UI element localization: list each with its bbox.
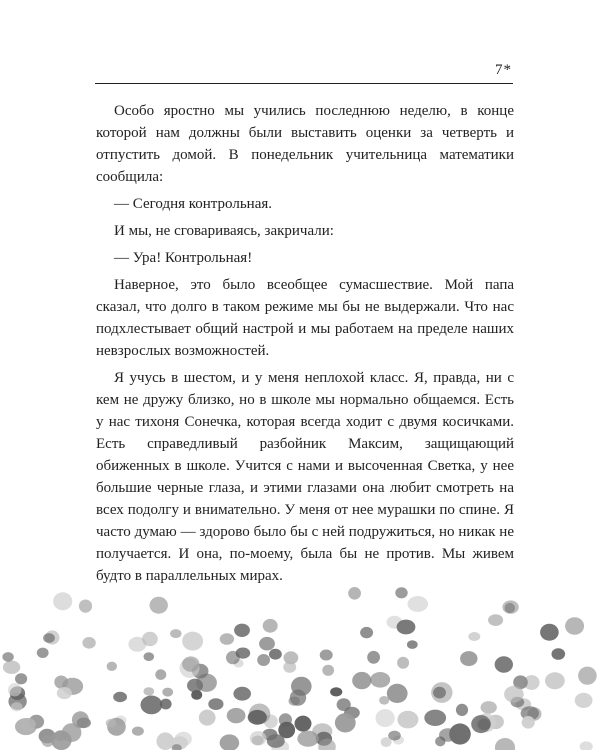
confetti-dot	[54, 676, 68, 689]
paragraph: Я учусь в шестом, и у меня неплохой класс. Я, правда, ни с кем не дружу близко, но в школе мы нормально общаемся. Есть у нас тихоня Сонечка, которая всегда ходит с двумя косичками. Есть справедливый разбойник Максим, защищающий обиженных в школе. Учится с нами и высоченная Светка, у нее большие черные глаза, и этими глазами она любит смотреть на всех подолгу и внимательно. У меня от нее мурашки по спине. Я часто думаю — здорово было бы с ней подружиться, но никак не получается. И она, по-моему, была бы не против. Мы живем будто в параллельных мирах.	[96, 370, 514, 584]
confetti-dot	[352, 672, 371, 689]
confetti-dot	[226, 651, 240, 664]
confetti-dot	[248, 710, 267, 725]
page-number-mark: *	[503, 62, 512, 78]
confetti-dot	[79, 600, 92, 613]
confetti-dot	[51, 731, 71, 750]
confetti-dot	[263, 619, 278, 633]
confetti-dot	[15, 673, 27, 684]
confetti-dot	[290, 690, 306, 706]
confetti-dot	[495, 738, 515, 750]
confetti-decoration	[0, 580, 600, 750]
confetti-dot	[227, 708, 246, 723]
confetti-dot	[330, 687, 342, 696]
confetti-dot	[283, 661, 296, 672]
confetti-dot	[3, 661, 20, 674]
confetti-dot	[191, 690, 202, 700]
paragraph: Особо яростно мы учились последнюю неделю, в конце которой нам должны были выставить оценки за четверть и отпустить домой. В понедельник учительница математики сообщила:	[96, 103, 514, 185]
confetti-dot	[141, 696, 163, 715]
confetti-dot	[578, 667, 597, 685]
confetti-dot	[2, 652, 13, 662]
confetti-dot	[522, 716, 535, 729]
confetti-dot	[381, 737, 392, 747]
confetti-dot	[395, 587, 407, 598]
confetti-dot	[424, 710, 446, 726]
confetti-dot	[575, 693, 593, 708]
confetti-dot	[337, 698, 351, 711]
confetti-dot	[545, 672, 565, 689]
confetti-dot	[259, 637, 275, 651]
confetti-dot	[132, 727, 144, 736]
paragraph: И мы, не сговариваясь, закричали:	[114, 223, 334, 239]
confetti-dots	[2, 587, 596, 750]
confetti-dot	[495, 656, 513, 672]
confetti-dot	[460, 651, 477, 666]
confetti-dot	[370, 672, 390, 688]
confetti-dot	[267, 734, 285, 748]
confetti-dot	[387, 684, 408, 703]
confetti-dot	[144, 652, 155, 661]
confetti-dot	[150, 597, 168, 614]
confetti-dot	[155, 669, 166, 680]
confetti-dot	[234, 624, 250, 637]
confetti-dot	[478, 719, 491, 730]
confetti-dot	[233, 687, 251, 701]
confetti-dot	[540, 624, 559, 641]
confetti-dot	[113, 692, 127, 702]
confetti-dot	[182, 632, 203, 651]
paragraph: — Сегодня контрольная.	[114, 196, 273, 212]
confetti-dot	[408, 596, 429, 612]
confetti-dot	[77, 718, 91, 729]
confetti-dot	[37, 648, 49, 658]
confetti-dot	[220, 734, 240, 750]
confetti-dot	[8, 683, 22, 696]
confetti-dot	[20, 718, 36, 731]
confetti-dot	[552, 648, 566, 660]
confetti-dot	[142, 632, 158, 646]
confetti-dot	[456, 704, 468, 716]
header-rule	[95, 83, 513, 84]
confetti-dot	[82, 637, 95, 649]
confetti-dot	[397, 620, 416, 635]
confetti-dot	[431, 682, 452, 703]
confetti-dot	[143, 687, 154, 695]
confetti-dot	[57, 687, 72, 699]
confetti-dot	[257, 654, 270, 666]
confetti-dot	[220, 633, 234, 645]
confetti-dot	[182, 656, 199, 671]
confetti-dot	[295, 716, 312, 732]
confetti-dot	[397, 657, 409, 669]
confetti-dot	[107, 662, 117, 671]
confetti-dot	[397, 711, 418, 729]
confetti-dot	[322, 665, 334, 676]
confetti-dot	[157, 732, 175, 750]
confetti-dot	[407, 640, 418, 649]
confetti-dot	[106, 719, 116, 728]
confetti-dot	[297, 731, 319, 747]
confetti-dot	[320, 650, 333, 661]
confetti-dot	[580, 741, 593, 750]
page-number-value: 7	[495, 62, 504, 78]
confetti-dot	[504, 686, 524, 703]
confetti-dot	[335, 713, 356, 732]
confetti-dot	[170, 629, 181, 638]
confetti-dot	[43, 633, 55, 643]
confetti-dot	[162, 688, 173, 697]
confetti-dot	[199, 710, 216, 726]
confetti-dot	[348, 587, 361, 600]
paragraph: Наверное, это было всеобщее сумасшествие. Мой папа сказал, что долго в таком режиме мы бы не выдержали. Что нас подхлестывает общий настрой и мы работаем на пределе наших невзрослых возможностей.	[96, 277, 514, 359]
confetti-dot	[367, 651, 380, 664]
story-text	[96, 100, 514, 592]
confetti-dot	[435, 736, 445, 746]
confetti-dot	[53, 592, 72, 610]
page-number	[495, 62, 512, 79]
confetti-dot	[252, 736, 264, 746]
confetti-dot	[565, 617, 584, 635]
confetti-dot	[481, 701, 497, 714]
confetti-dot	[505, 603, 515, 613]
confetti-dot	[11, 702, 23, 711]
confetti-dot	[360, 627, 373, 638]
confetti-dot	[468, 632, 480, 641]
confetti-dot	[269, 649, 282, 660]
confetti-dot	[208, 698, 223, 710]
confetti-dot	[376, 709, 395, 727]
paragraph: — Ура! Контрольная!	[114, 250, 253, 266]
confetti-dot	[488, 614, 503, 626]
